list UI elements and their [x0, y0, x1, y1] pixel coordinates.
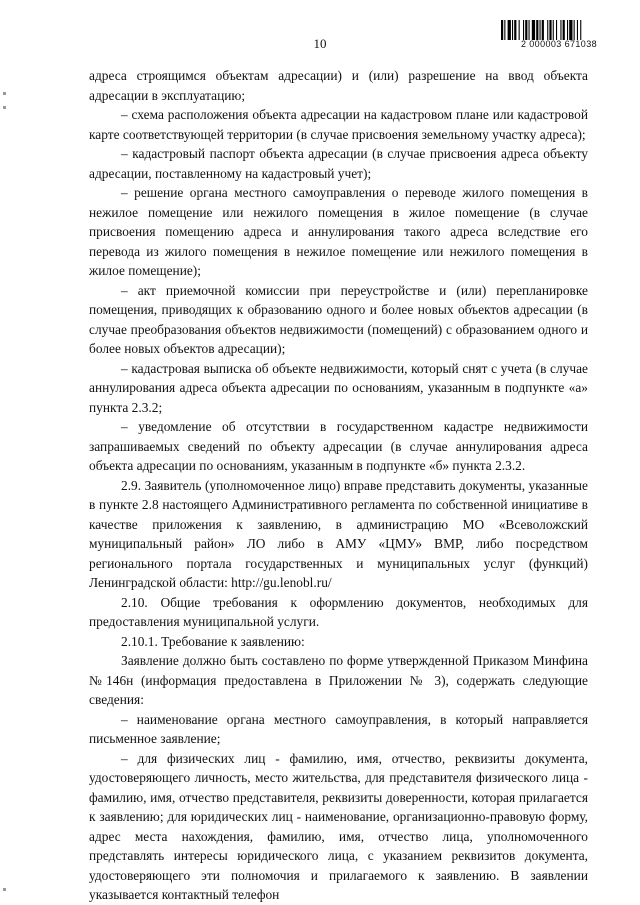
page-number: 10: [313, 36, 327, 51]
document-body: [89, 66, 588, 905]
paragraph-list-item: – решение органа местного самоуправления о переводе жилого помещения в нежилое помещение или нежилого помещения в жилое помещение (в случае присвоения помещению адреса и аннулирования такого адреса вследствие его перевода из жилого помещения в нежилое помещение или нежилого помещения в жилое помещение);: [89, 185, 588, 278]
paragraph-section-2-10-1: 2.10.1. Требование к заявлению:: [121, 633, 305, 649]
barcode: [500, 20, 618, 50]
margin-mark: [3, 92, 6, 95]
barcode-bar: [553, 20, 554, 40]
paragraph-list-item: – акт приемочной комиссии при переустройстве и (или) перепланировке помещения, приводящих к образованию одного и более новых объектов адресации (в случае преобразования объектов недвижимости (помещений) с образованием одного и более новых объектов адресации);: [89, 282, 588, 356]
margin-mark: [3, 106, 6, 109]
paragraph-list-item: – для физических лиц - фамилию, имя, отчество, реквизиты документа, удостоверяющего личность, место жительства, для представителя физического лица - фамилию, имя, отчество представителя, реквизиты доверенности, которая прилагается к заявлению; для юридических лиц - наименование, организационно-правовую форму, адрес места нахождения, фамилию, имя, отчество лица, уполномоченного представлять интересы юридического лица, с указанием реквизитов документа, удостоверяющего эти полномочия и прилагаемого к заявлению. В заявлении указывается контактный телефон: [89, 750, 588, 902]
barcode-bar: [563, 20, 565, 40]
barcode-bar: [512, 20, 513, 40]
barcode-bar: [536, 20, 538, 40]
paragraph-list-item: – уведомление об отсутствии в государственном кадастре недвижимости запрашиваемых сведений по объекту адресации (в случае аннулирования адреса объекта адресации по основаниям, указанным в подпункте «б» пункта 2.3.2.: [89, 419, 588, 473]
margin-mark: [3, 888, 6, 891]
paragraph-section-2-10: 2.10. Общие требования к оформлению документов, необходимых для предоставления муниципальной услуги.: [89, 594, 588, 629]
barcode-bar: [501, 20, 503, 40]
barcode-bar: [540, 20, 541, 40]
paragraph-application-form: Заявление должно быть составлено по форме утвержденной Приказом Минфина №146н (информация предоставлена в Приложении № 3), содержать следующие сведения:: [89, 653, 588, 707]
paragraph-section-2-9: 2.9. Заявитель (уполномоченное лицо) вправе представить документы, указанные в пункте 2.8 настоящего Административного регламента по собственной инициативе в качестве приложения к заявлению, в администрацию МО «Всеволожский муниципальный район» ЛО либо в АМУ «ЦМУ» ВМР, либо посредством регионального портала государственных и муниципальных услуг (функций) Ленинградской области: http://gu.lenobl.ru/: [89, 477, 588, 590]
paragraph-continuation: адреса строящимся объектам адресации) и (или) разрешение на ввод объекта адресации в эксплуатацию;: [89, 68, 588, 103]
barcode-bar: [569, 20, 572, 40]
paragraph-list-item: – схема расположения объекта адресации на кадастровом плане или кадастровой карте соответствующей территории (в случае присвоения земельному участку адреса);: [89, 107, 588, 142]
barcode-bar: [560, 20, 561, 40]
barcode-bar: [580, 20, 581, 40]
barcode-bars-icon: [500, 20, 618, 40]
barcode-bar: [542, 20, 544, 40]
barcode-bar: [577, 20, 578, 40]
barcode-bar: [547, 20, 548, 40]
paragraph-list-item: – кадастровый паспорт объекта адресации (в случае присвоения адреса объекту адресации, поставленному на кадастровый учет);: [89, 146, 588, 181]
barcode-bar: [574, 20, 575, 40]
barcode-bar: [508, 20, 511, 40]
barcode-bar: [519, 20, 520, 40]
barcode-bar: [514, 20, 516, 40]
barcode-bar: [567, 20, 568, 40]
barcode-bar: [532, 20, 535, 40]
barcode-bar: [556, 20, 557, 40]
barcode-bar: [523, 20, 524, 40]
paragraph-list-item: – кадастровая выписка об объекте недвижимости, который снят с учета (в случае аннулирования адреса объекта адресации по основаниям, указанным в подпункте «а» пункта 2.3.2;: [89, 360, 588, 415]
barcode-bar: [549, 20, 551, 40]
barcode-bar: [529, 20, 530, 40]
barcode-number: 2 000003 671038: [520, 39, 598, 49]
barcode-bar: [504, 20, 505, 40]
barcode-bar: [525, 20, 527, 40]
paragraph-list-item: – наименование органа местного самоуправления, в который направляется письменное заявление;: [89, 711, 588, 746]
